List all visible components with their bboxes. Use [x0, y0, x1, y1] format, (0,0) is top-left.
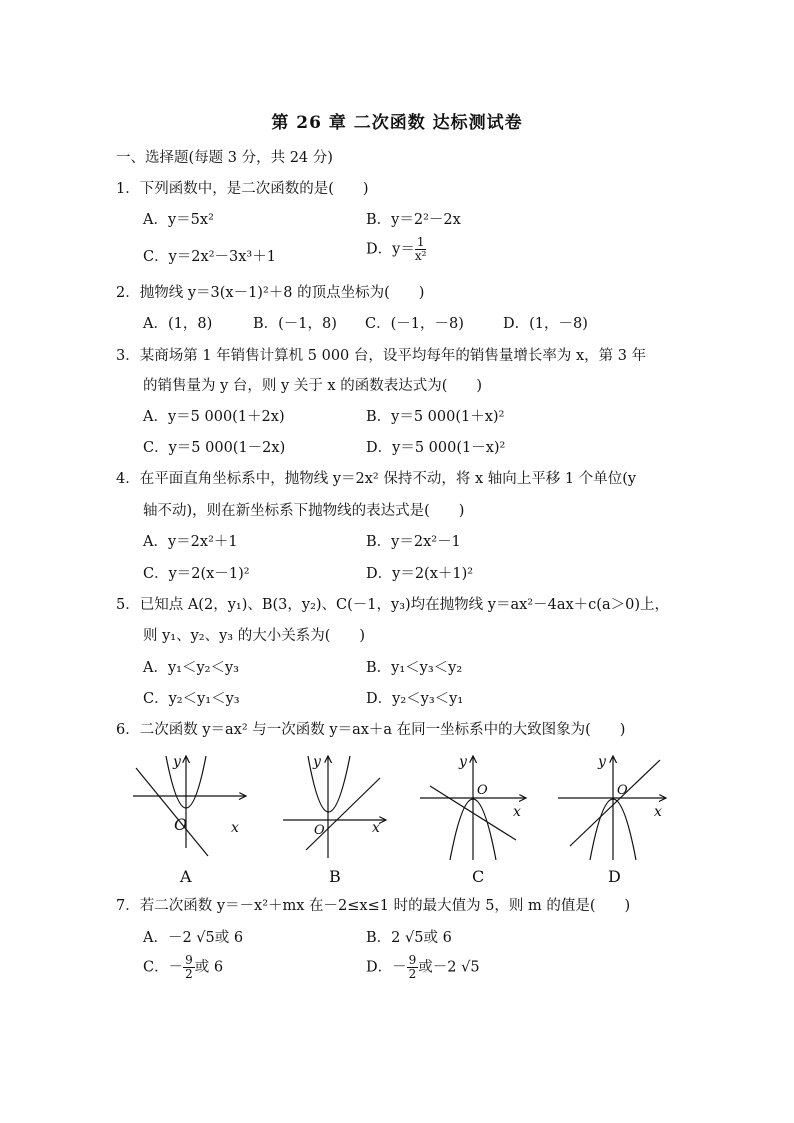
- question-5-stem-line2: 则 y₁、y₂、y₃ 的大小关系为( ): [143, 628, 366, 644]
- q7-option-d: [366, 954, 480, 981]
- q1-option-d-fraction: [415, 236, 427, 263]
- line: [306, 778, 380, 850]
- y-label: y: [173, 754, 181, 770]
- question-3-stem-line2: 的销售量为 y 台，则 y 关于 x 的函数表达式为( ): [143, 378, 483, 394]
- question-4-stem-line2: 轴不动)，则在新坐标系下抛物线的表达式是( ): [143, 503, 465, 519]
- fraction-numerator: 1: [416, 235, 425, 249]
- q7-option-d-suffix: 或－2 √5: [418, 959, 480, 976]
- q5-option-d: D．y₂＜y₃＜y₁: [366, 691, 464, 707]
- q2-option-d: D．(1，－8): [503, 316, 588, 332]
- page-title: 第 26 章 二次函数 达标测试卷: [271, 113, 523, 133]
- x-label: x: [513, 804, 521, 820]
- graph-a: [133, 754, 246, 886]
- origin-label: O: [174, 815, 188, 834]
- x-label: x: [654, 804, 662, 820]
- q7-option-c-suffix: 或 6: [194, 959, 224, 976]
- q5-option-a: A．y₁＜y₂＜y₃: [143, 660, 239, 676]
- q7-option-c-prefix: C．－: [143, 959, 184, 976]
- y-label: y: [459, 754, 467, 770]
- question-2-stem: 2．抛物线 y＝3(x－1)²＋8 的顶点坐标为( ): [116, 285, 425, 301]
- q2-option-c: C．(－1，－8): [365, 316, 464, 332]
- q7-option-c: [143, 954, 223, 981]
- graph-c: [420, 754, 526, 886]
- origin-label: O: [477, 783, 488, 798]
- q1-option-a: A．y＝5x²: [143, 212, 214, 228]
- fraction-denominator: x²: [414, 249, 427, 263]
- q7-option-a: A．－2 √5或 6: [143, 930, 244, 946]
- question-4-stem-line1: 4．在平面直角坐标系中，抛物线 y＝2x² 保持不动，将 x 轴向上平移 1 个单位(y: [116, 471, 637, 487]
- question-7-stem: 7．若二次函数 y＝－x²＋mx 在－2≤x≤1 时的最大值为 5，则 m 的值是( ): [116, 898, 631, 914]
- q2-option-a: A．(1，8): [143, 316, 213, 332]
- q1-option-c: C．y＝2x²－3x³＋1: [143, 249, 276, 265]
- section-heading: 一、选择题(每题 3 分，共 24 分): [116, 150, 333, 166]
- origin-label: O: [617, 783, 628, 798]
- graph-d: [558, 754, 666, 886]
- graph-c-label: C: [472, 867, 485, 886]
- fraction-numerator: 9: [408, 953, 417, 967]
- fraction-denominator: 2: [185, 967, 193, 981]
- question-5-stem-line1: 5．已知点 A(2，y₁)、B(3，y₂)、C(－1，y₃)均在抛物线 y＝ax²－4ax＋c(a＞0)上，: [116, 597, 669, 613]
- q1-option-d: [366, 236, 426, 263]
- q7-option-d-fraction: [407, 954, 419, 981]
- y-label: y: [598, 754, 606, 770]
- q3-option-d: D．y＝5 000(1－x)²: [366, 440, 506, 456]
- q4-option-a: A．y＝2x²＋1: [143, 534, 238, 550]
- q6-graphs: [128, 748, 688, 888]
- origin-label: O: [314, 823, 325, 838]
- q4-option-b: B．y＝2x²－1: [366, 534, 461, 550]
- graph-b-label: B: [329, 867, 341, 886]
- question-6-stem: 6．二次函数 y＝ax² 与一次函数 y＝ax＋a 在同一坐标系中的大致图象为( ): [116, 722, 626, 738]
- x-label: x: [231, 820, 239, 836]
- q2-option-b: B．(－1，8): [253, 316, 337, 332]
- q3-option-c: C．y＝5 000(1－2x): [143, 440, 286, 456]
- question-3-stem-line1: 3．某商场第 1 年销售计算机 5 000 台，设平均每年的销售量增长率为 x，第 3 年: [116, 348, 647, 364]
- q1-option-d-prefix: D．y＝: [366, 241, 415, 258]
- x-label: x: [372, 820, 380, 836]
- q7-option-d-prefix: D．－: [366, 959, 407, 976]
- q7-option-b: B．2 √5或 6: [366, 930, 452, 946]
- fraction-denominator: 2: [408, 967, 417, 981]
- graph-a-label: A: [180, 867, 192, 886]
- fraction-numerator: 9: [185, 953, 193, 967]
- y-label: y: [313, 754, 321, 770]
- q3-option-b: B．y＝5 000(1＋x)²: [366, 409, 505, 425]
- q3-option-a: A．y＝5 000(1＋2x): [143, 409, 285, 425]
- q1-option-b: B．y＝2²－2x: [366, 212, 461, 228]
- graph-d-label: D: [608, 867, 621, 886]
- q5-option-b: B．y₁＜y₃＜y₂: [366, 660, 463, 676]
- question-1-stem: 1．下列函数中，是二次函数的是( ): [116, 181, 369, 197]
- q4-option-c: C．y＝2(x－1)²: [143, 566, 250, 582]
- line: [570, 760, 660, 846]
- graph-b: [283, 754, 386, 886]
- q7-option-c-fraction: [183, 954, 195, 981]
- q5-option-c: C．y₂＜y₁＜y₃: [143, 691, 240, 707]
- q4-option-d: D．y＝2(x＋1)²: [366, 566, 474, 582]
